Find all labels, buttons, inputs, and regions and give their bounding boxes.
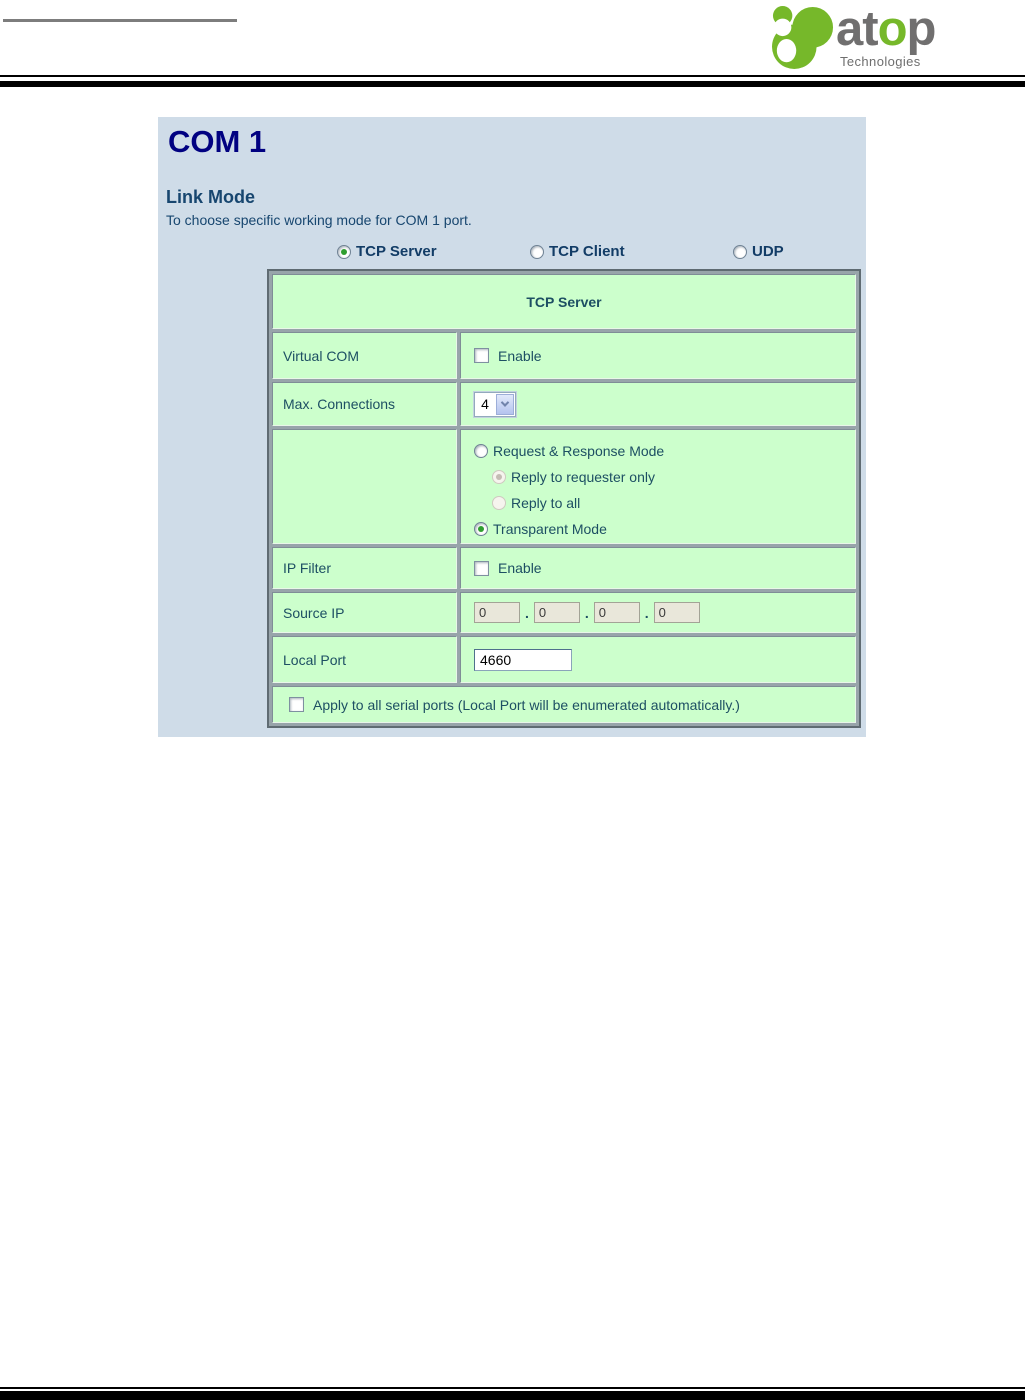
link-mode-option-udp[interactable]	[733, 243, 784, 260]
radio-transparent-mode-label: Transparent Mode	[493, 520, 607, 537]
link-mode-option-tcp-server[interactable]	[337, 243, 437, 260]
row-ip-filter	[272, 547, 856, 589]
chevron-down-icon	[501, 398, 509, 406]
footer-rule-thick	[0, 1391, 1025, 1400]
link-mode-option-tcp-client[interactable]	[530, 243, 625, 260]
mode-option-transparent[interactable]	[474, 516, 855, 542]
header-rule-thin	[0, 75, 1025, 77]
ip-filter-label: IP Filter	[272, 547, 457, 589]
source-ip-octet-4	[654, 602, 700, 623]
tcp-server-table	[267, 269, 861, 728]
ip-dot-separator: .	[525, 604, 529, 621]
mode-option-reply-all	[474, 490, 855, 516]
row-max-connections	[272, 382, 856, 426]
radio-transparent-mode[interactable]	[474, 522, 488, 536]
radio-reply-to-requester-only	[492, 470, 506, 484]
select-dropdown-button[interactable]	[496, 394, 514, 415]
footer-rule-thin	[0, 1387, 1025, 1389]
radio-reply-to-all-label: Reply to all	[511, 494, 581, 511]
source-ip-octet-2	[534, 602, 580, 623]
logo-wordmark	[836, 2, 936, 74]
logo-letter-o: o	[877, 2, 907, 56]
max-connections-value: 4	[481, 396, 489, 412]
mode-option-request-response[interactable]	[474, 438, 855, 464]
radio-udp-label: UDP	[752, 243, 784, 260]
row-local-port	[272, 636, 856, 683]
apply-all-label: Apply to all serial ports (Local Port will be enumerated automatically.)	[313, 696, 740, 713]
com-config-panel	[158, 117, 866, 737]
radio-tcp-server[interactable]	[337, 245, 351, 259]
radio-request-response-mode[interactable]	[474, 444, 488, 458]
row-virtual-com	[272, 332, 856, 379]
apply-all-checkbox[interactable]	[289, 697, 304, 712]
response-mode-radiogroup	[461, 432, 855, 542]
local-port-label: Local Port	[272, 636, 457, 683]
virtual-com-enable-label: Enable	[498, 347, 542, 364]
virtual-com-enable-checkbox[interactable]	[474, 348, 489, 363]
header-rule-thick	[0, 81, 1025, 87]
radio-tcp-server-label: TCP Server	[356, 243, 437, 260]
radio-reply-to-all	[492, 496, 506, 510]
row-source-ip	[272, 592, 856, 633]
page-title: COM 1	[168, 124, 267, 159]
radio-tcp-client[interactable]	[530, 245, 544, 259]
source-ip-octet-3	[594, 602, 640, 623]
ip-filter-enable-label: Enable	[498, 560, 542, 576]
max-connections-label: Max. Connections	[272, 382, 457, 426]
header-accent-line	[3, 19, 237, 22]
radio-request-response-label: Request & Response Mode	[493, 442, 665, 459]
mode-option-reply-requester	[474, 464, 855, 490]
atop-logo-icon	[772, 6, 834, 70]
source-ip-label: Source IP	[272, 592, 457, 633]
ip-filter-enable-checkbox[interactable]	[474, 561, 489, 576]
link-mode-radiogroup	[158, 243, 866, 263]
ip-dot-separator: .	[584, 604, 589, 621]
section-description: To choose specific working mode for COM 1 port.	[166, 212, 472, 228]
local-port-input[interactable]	[474, 649, 572, 671]
radio-reply-to-requester-label: Reply to requester only	[511, 468, 655, 485]
logo-subtitle: Technologies	[840, 54, 921, 69]
ip-dot-separator: .	[644, 604, 649, 621]
row-response-mode	[272, 429, 856, 544]
source-ip-octet-1	[474, 602, 520, 623]
table-header-row	[272, 274, 856, 329]
atop-logo	[772, 2, 936, 74]
virtual-com-label: Virtual COM	[272, 332, 457, 379]
row-apply-all	[272, 686, 856, 723]
section-heading: Link Mode	[166, 187, 255, 207]
table-header: TCP Server	[272, 274, 856, 329]
response-mode-label	[272, 429, 457, 544]
max-connections-select[interactable]	[474, 392, 516, 417]
radio-udp[interactable]	[733, 245, 747, 259]
logo-letters: atop	[836, 2, 936, 56]
radio-tcp-client-label: TCP Client	[549, 243, 625, 260]
